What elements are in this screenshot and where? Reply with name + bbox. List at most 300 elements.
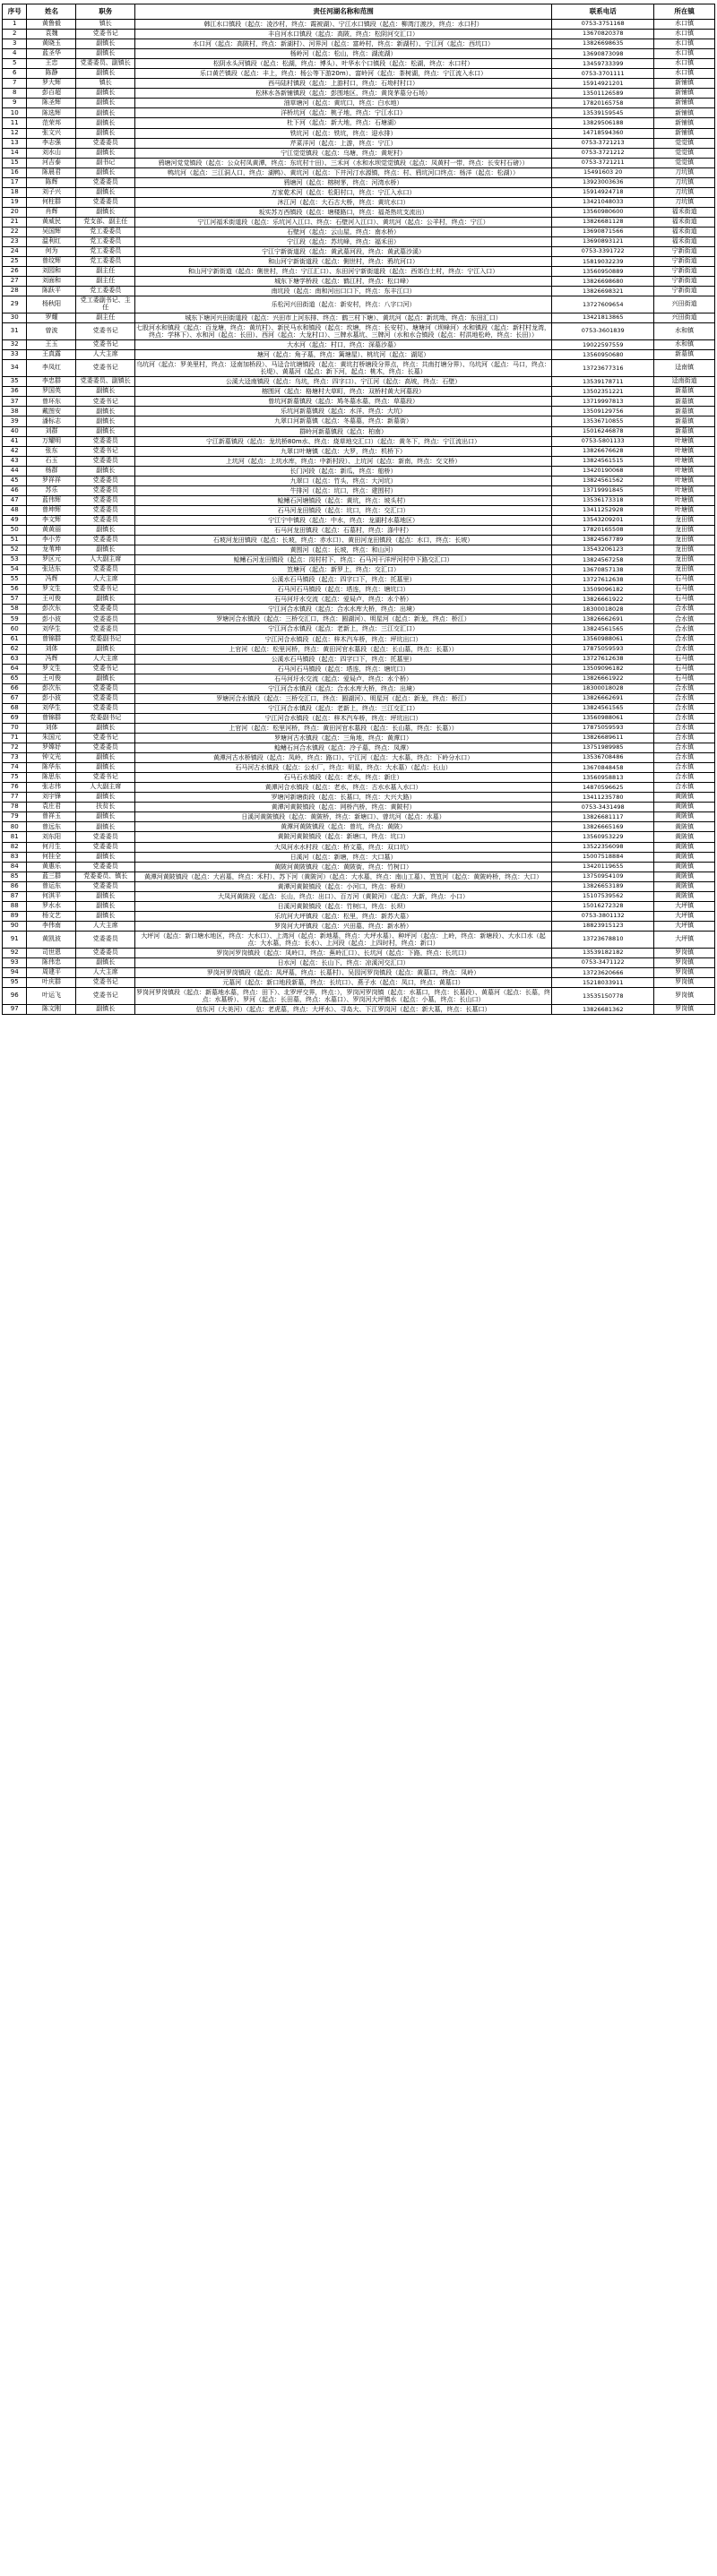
row-no: 4 [3, 49, 27, 59]
table-row [3, 39, 715, 49]
row-name: 李凤红 [27, 360, 76, 377]
row-town: 迳南街道 [654, 377, 715, 387]
row-town: 叶塘镇 [654, 505, 715, 515]
row-scope: 丰自河水口镇段（起点：高陂，终点：松阴河交汇口） [134, 30, 551, 39]
table-row [3, 911, 715, 921]
row-name: 黄鲁毅 [27, 20, 76, 30]
row-scope: 罗塘河新塘街段（起点：长墓口，终点：大兴大路） [134, 793, 551, 803]
row-name: 刘体 [27, 644, 76, 654]
row-no: 22 [3, 227, 27, 236]
row-town: 水口镇 [654, 30, 715, 39]
row-town: 合水镇 [654, 644, 715, 654]
row-post: 党委委员 [76, 842, 135, 852]
row-phone: 13536710855 [552, 416, 654, 426]
row-scope: 宁江新墓镇段（起点：龙坑桥80m水、终点：烧草地交汇口）（起点：黄冬下，终点：宁江流出口） [134, 436, 551, 446]
row-town: 龙田镇 [654, 545, 715, 555]
table-row [3, 978, 715, 988]
row-scope: 日溪河（起点：新塘，终点：大口墓） [134, 852, 551, 862]
row-phone: 13826681128 [552, 217, 654, 227]
row-town: 石马镇 [654, 674, 715, 683]
row-no: 74 [3, 763, 27, 773]
row-scope: 城东下塘学桥段（起点：鹤江村，终点：松口峰） [134, 277, 551, 287]
row-town: 罗岗镇 [654, 1005, 715, 1015]
row-scope: 宁江觉觉镇段（起点：乌塘，终点：黄坭村） [134, 148, 551, 158]
table-row [3, 20, 715, 30]
table-row [3, 832, 715, 842]
row-town: 宁新街道 [654, 257, 715, 267]
row-post: 人大主席 [76, 921, 135, 931]
row-scope: 万家乾术河（起点：松阳村口，终点：宁江入水口） [134, 187, 551, 197]
row-scope: 石马河龙田镇段（起点：坑口，终点：交汇口） [134, 505, 551, 515]
row-no: 91 [3, 931, 27, 948]
row-name: 陈伟忠 [27, 958, 76, 968]
row-phone: 13923003636 [552, 177, 654, 187]
table-row [3, 674, 715, 683]
row-scope: 杜下河（起点：新大地，终点：石塘湖） [134, 118, 551, 128]
row-phone: 13509129756 [552, 407, 654, 416]
row-scope: 石马河龙田镇段（起点：石墓村，终点：涤中村） [134, 526, 551, 536]
row-name: 罗区元 [27, 555, 76, 565]
table-row [3, 654, 715, 664]
row-post: 党委委员 [76, 703, 135, 713]
row-name: 刘体 [27, 723, 76, 733]
row-post: 副镇长 [76, 723, 135, 733]
row-scope: 罗塘河合水镇段（起点：三桥交汇口，终点：圆湖河）、明星河（起点：新龙，终点：桥江） [134, 614, 551, 624]
row-no: 20 [3, 207, 27, 217]
row-post: 副镇长 [76, 901, 135, 911]
row-post: 副镇长 [76, 674, 135, 683]
row-no: 89 [3, 911, 27, 921]
row-phone: 13670857138 [552, 565, 654, 575]
row-town: 觉觉镇 [654, 158, 715, 167]
row-post: 人大主席 [76, 575, 135, 585]
row-phone: 13539159545 [552, 108, 654, 118]
row-post: 党委委员 [76, 862, 135, 872]
row-town: 合水镇 [654, 605, 715, 614]
table-row [3, 515, 715, 525]
row-scope: 铁坑河（起点：铁坑，终点：迎水排） [134, 128, 551, 138]
row-town: 合水镇 [654, 683, 715, 693]
table-row [3, 118, 715, 128]
row-no: 7 [3, 79, 27, 89]
table-header-row [3, 4, 715, 20]
table-row [3, 138, 715, 148]
row-name: 曾坤辉 [27, 505, 76, 515]
row-no: 31 [3, 323, 27, 340]
row-phone: 13509096182 [552, 664, 654, 674]
row-town: 龙田镇 [654, 526, 715, 536]
row-scope: 水口河（起点：高陂村，终点：新湖村）、河界河（起点：富岭村，终点：新湖村）、宁江河（起点：西坑口） [134, 39, 551, 49]
row-scope: 日溪河黄陂镇段（起点：黄陂桥，终点：新塘口）、曾坑河（起点：水墓） [134, 812, 551, 822]
row-phone: 18300018028 [552, 683, 654, 693]
row-scope: 大水河（起点：村口，终点：深墓沙墓） [134, 340, 551, 350]
row-post: 党委书记 [76, 773, 135, 783]
row-name: 罗文生 [27, 664, 76, 674]
row-scope: 和山河宁新街道段（起点：側世村，终点：鸦坑河口） [134, 257, 551, 267]
table-row [3, 407, 715, 416]
row-town: 叶塘镇 [654, 456, 715, 466]
row-phone: 13509096182 [552, 585, 654, 595]
row-no: 75 [3, 773, 27, 783]
row-name: 刘华生 [27, 624, 76, 634]
row-name: 何柱群 [27, 197, 76, 207]
row-scope: 日水河（起点：长山下，终点：凉溪河交汇口） [134, 958, 551, 968]
row-town: 石马镇 [654, 654, 715, 664]
row-phone: 13750954109 [552, 872, 654, 881]
row-post: 副主任 [76, 313, 135, 322]
row-name: 万耀明 [27, 436, 76, 446]
row-phone: 19022597559 [552, 340, 654, 350]
table-row [3, 397, 715, 407]
table-row [3, 968, 715, 978]
row-no: 48 [3, 505, 27, 515]
row-phone: 13522356098 [552, 842, 654, 852]
row-post: 党委委员 [76, 485, 135, 495]
table-row [3, 99, 715, 108]
row-phone: 13826661922 [552, 595, 654, 605]
row-name: 龙苇坤 [27, 545, 76, 555]
row-name: 曾锦群 [27, 634, 76, 644]
row-no: 11 [3, 118, 27, 128]
row-scope: 松林水各新铺镇段（起点：彭围地区，终点：黄岗茅墓分石场） [134, 89, 551, 99]
row-no: 50 [3, 526, 27, 536]
row-post: 副镇长 [76, 891, 135, 901]
row-scope: 鲶鳍石河塘镇段（起点：黄坑，终点：坡头村） [134, 495, 551, 505]
table-row [3, 476, 715, 485]
row-scope: 乌坑河（起点：罗美里村，终点：迳南加桥段）、马迳合坑塘镇段（起点：黄坑打桥塘段分界点，终点：共南打塘分界）、乌坑河（起点：马口，终点：长堤）、黄墓河（起点：新下河，起点：桃木，终点：长墓） [136, 361, 551, 376]
table-row [3, 545, 715, 555]
row-scope: 石马河圩水交流（起点：爱局卢，终点：水个桥） [134, 595, 551, 605]
row-town: 黄陂镇 [654, 822, 715, 832]
row-name: 彭小波 [27, 693, 76, 703]
row-scope: 罗岗河罗岗镇段（起点：凤岭口，终点：蕉岭汇口）、长坑河（起点：下路，终点：长坑口） [134, 949, 551, 958]
row-post: 副镇长 [76, 148, 135, 158]
row-town: 罗岗镇 [654, 978, 715, 988]
row-town: 合水镇 [654, 773, 715, 783]
row-scope: 乐坑河大坪镇段（起点：松里，终点：新苏大墓） [134, 911, 551, 921]
row-scope: 宁江河合水镇段（起点：合水水库大桥，终点：出境） [134, 683, 551, 693]
table-row [3, 177, 715, 187]
row-no: 77 [3, 793, 27, 803]
row-post: 人大主席 [76, 350, 135, 360]
row-town: 黄陂镇 [654, 832, 715, 842]
table-row [3, 296, 715, 313]
row-town: 兴田街道 [654, 313, 715, 322]
table-row [3, 526, 715, 536]
row-town: 石马镇 [654, 664, 715, 674]
row-town: 石马镇 [654, 575, 715, 585]
row-name: 石玉 [27, 456, 76, 466]
row-town: 罗岗镇 [654, 949, 715, 958]
row-scope: 石坡河龙田镇段（起点：长坡，终点：赤水口）、黄田河龙田镇段（起点：水口，终点：长坡） [134, 536, 551, 545]
row-no: 67 [3, 693, 27, 703]
row-no: 42 [3, 446, 27, 456]
table-row [3, 247, 715, 257]
row-post: 副镇长 [76, 416, 135, 426]
row-scope: 上坑河（起点：上坑水库，终点：中新村段）、上坑河（起点：新南，终点：交文桥） [134, 456, 551, 466]
row-phone: 15016272328 [552, 901, 654, 911]
row-phone: 13723678810 [552, 931, 654, 948]
row-town: 宁新街道 [654, 287, 715, 296]
row-scope: 松阴水头河镇段（起点：松湖，终点：博头）、叶华水个口镇段（起点：松湖，终点：水口村） [134, 59, 551, 69]
row-town: 合水镇 [654, 713, 715, 723]
row-phone: 13826676628 [552, 446, 654, 456]
row-scope: 公溪水石马镇段（起点：四字口下，终点：托墓里） [134, 575, 551, 585]
row-name: 罗国英 [27, 387, 76, 397]
table-row [3, 872, 715, 881]
row-post: 副镇长 [76, 207, 135, 217]
row-scope: 宁江河福禾街道段（起点：乐坑河入江口、终点：石壁河入江口）、黄坑河（起点：公羊村，终点：宁江） [134, 217, 551, 227]
row-no: 73 [3, 753, 27, 763]
table-row [3, 416, 715, 426]
row-scope: 石马石水镇段（起点：老水，终点：新庄） [134, 773, 551, 783]
row-scope: 公溪水石马镇段（起点：四字口下，终点：托墓里） [134, 654, 551, 664]
row-name: 王玉 [27, 340, 76, 350]
table-row [3, 595, 715, 605]
row-no: 5 [3, 59, 27, 69]
row-no: 64 [3, 664, 27, 674]
row-name: 王真露 [27, 350, 76, 360]
row-phone: 13421048033 [552, 197, 654, 207]
row-scope: 牛排河（起点：坑口，终点：建围村） [134, 485, 551, 495]
row-town: 福禾街道 [654, 227, 715, 236]
row-no: 76 [3, 783, 27, 793]
table-row [3, 862, 715, 872]
table-row [3, 605, 715, 614]
table-row [3, 624, 715, 634]
row-post: 党工委委员 [76, 237, 135, 247]
row-phone: 13727609654 [552, 296, 654, 313]
row-name: 陈文刚 [27, 1005, 76, 1015]
row-post: 党委委员 [76, 476, 135, 485]
row-phone: 13421813865 [552, 313, 654, 322]
row-phone: 13824561562 [552, 476, 654, 485]
row-scope: 南坑段（起点：南和河出口口下，终点：东丰江口） [134, 287, 551, 296]
row-town: 水口镇 [654, 59, 715, 69]
row-name: 曾环东 [27, 397, 76, 407]
table-row [3, 350, 715, 360]
row-scope: 宁江河合水镇段（起点：梓木汽车桥，终点：坪坑出口） [134, 713, 551, 723]
table-row [3, 555, 715, 565]
row-town: 新铺镇 [654, 99, 715, 108]
row-no: 23 [3, 237, 27, 247]
row-scope: 上官河（起点：松里河桥，终点：黄田河官水墓段（起点：长山墓，终点：长墓）） [134, 723, 551, 733]
row-phone: 15491603 20 [552, 167, 654, 177]
row-post: 党委委员 [76, 197, 135, 207]
row-no: 86 [3, 881, 27, 891]
row-post: 副镇长 [76, 167, 135, 177]
row-scope: 榕围河（起点：格塘村大草町，终点：双桥村黄大河墓段） [134, 387, 551, 397]
row-name: 罗嫦妤 [27, 743, 76, 753]
row-town: 宁新街道 [654, 247, 715, 257]
row-post: 党委书记 [76, 30, 135, 39]
table-row [3, 753, 715, 763]
row-post: 党委书记 [76, 323, 135, 340]
row-name: 曾祥玉 [27, 812, 76, 822]
row-scope: 日溪河黄陂镇段（起点：竹树口，终点：长坝） [134, 901, 551, 911]
row-scope: 九翠口（起点：竹头，终点：大河坑） [134, 476, 551, 485]
row-name: 张达东 [27, 565, 76, 575]
row-name: 李伟南 [27, 921, 76, 931]
row-name: 曾波 [27, 323, 76, 340]
row-post: 党委委员 [76, 683, 135, 693]
row-scope: 上官河（起点：松里河桥，终点：黄田河官水墓段（起点：长山墓，终点：长墓）） [134, 644, 551, 654]
table-row [3, 59, 715, 69]
row-name: 温利红 [27, 237, 76, 247]
row-phone: 17820165508 [552, 526, 654, 536]
table-row [3, 575, 715, 585]
row-town: 黄陂镇 [654, 862, 715, 872]
row-name: 彭次东 [27, 683, 76, 693]
row-no: 33 [3, 350, 27, 360]
row-post: 副镇长 [76, 911, 135, 921]
row-no: 3 [3, 39, 27, 49]
row-post: 党委书记 [76, 397, 135, 407]
table-row [3, 340, 715, 350]
row-post: 党工委委员 [76, 287, 135, 296]
row-town: 合水镇 [654, 743, 715, 753]
row-name: 王忠 [27, 59, 76, 69]
row-town: 合水镇 [654, 733, 715, 743]
row-scope: 黄潭河古水桥镇段（起点：凤岭，终点：路口）、宁江河（起点：大水墓，终点：下岭分水口） [134, 753, 551, 763]
row-phone: 13824567258 [552, 555, 654, 565]
row-name: 何为 [27, 247, 76, 257]
row-name: 陈思东 [27, 773, 76, 783]
table-row [3, 89, 715, 99]
row-no: 32 [3, 340, 27, 350]
row-scope: 和山河宁新街道（起点：側世村，终点：宁江汇口）、东田河宁新街道段（起点：西郊白土村，终点：宁江入口） [134, 267, 551, 277]
row-name: 钟文光 [27, 753, 76, 763]
row-post: 党工委委员 [76, 247, 135, 257]
row-post: 副镇长 [76, 69, 135, 79]
table-row [3, 565, 715, 575]
table-row [3, 723, 715, 733]
row-town: 水口镇 [654, 20, 715, 30]
row-phone: 0753-5801133 [552, 436, 654, 446]
row-town: 兴田街道 [654, 296, 715, 313]
table-row [3, 949, 715, 958]
row-post: 党委委员 [76, 614, 135, 624]
row-no: 17 [3, 177, 27, 187]
table-row [3, 693, 715, 703]
table-row [3, 803, 715, 812]
row-phone: 13826689611 [552, 733, 654, 743]
row-no: 70 [3, 723, 27, 733]
row-town: 黄陂镇 [654, 881, 715, 891]
row-town: 水和镇 [654, 340, 715, 350]
row-no: 13 [3, 138, 27, 148]
row-post: 党委书记 [76, 664, 135, 674]
row-name: 黄凯波 [27, 931, 76, 948]
row-name: 蓝三群 [27, 872, 76, 881]
row-phone: 18823915123 [552, 921, 654, 931]
row-town: 叶塘镇 [654, 485, 715, 495]
row-no: 40 [3, 426, 27, 436]
row-name: 何淇平 [27, 891, 76, 901]
row-no: 26 [3, 267, 27, 277]
row-no: 46 [3, 485, 27, 495]
row-scope: 塘河（起点：角子墓，终点：篱塘屋）、桃坑河（起点：湖尾） [134, 350, 551, 360]
row-scope: 黄潭河黄陂镇段（起点：曾坑，终点：黄陂） [134, 822, 551, 832]
row-no: 8 [3, 89, 27, 99]
row-town: 龙田镇 [654, 565, 715, 575]
row-post: 党委委员、副镇长 [76, 59, 135, 69]
row-no: 71 [3, 733, 27, 743]
row-phone: 13826698635 [552, 39, 654, 49]
row-phone: 13826662691 [552, 693, 654, 703]
row-name: 吴国辉 [27, 227, 76, 236]
row-phone: 13560988061 [552, 634, 654, 644]
header-town: 所在镇 [654, 4, 715, 20]
row-no: 45 [3, 476, 27, 485]
row-name: 冯辉 [27, 575, 76, 585]
row-town: 新铺镇 [654, 118, 715, 128]
table-row [3, 49, 715, 59]
row-post: 党委委员 [76, 505, 135, 515]
table-row [3, 277, 715, 287]
row-scope: 石马河石马镇段（起点：塔连，终点：塘坑口） [134, 585, 551, 595]
row-town: 罗岗镇 [654, 958, 715, 968]
row-post: 副镇长 [76, 89, 135, 99]
table-row [3, 456, 715, 466]
row-scope: 乐口黄芒镇段（起点：丰上，终点：杨公等下游20m）、富岭河（起点：茶树湖，终点：宁江流入水口） [134, 69, 551, 79]
row-no: 78 [3, 803, 27, 812]
row-name: 刘群 [27, 426, 76, 436]
row-post: 副镇长 [76, 822, 135, 832]
row-post: 党委委员 [76, 436, 135, 446]
table-row [3, 891, 715, 901]
table-row [3, 227, 715, 236]
row-post: 副镇长 [76, 753, 135, 763]
row-scope: 大坪河（起点：新口塘水地区，终点：大水口）、上湾河（起点：新地墓，终点：大坪水墓）、种坪河（起点：上岭，终点：新塘段）、大水口水（起点：大水墓，终点：长水）、上河段（起点：上四时村，终点：新口） [134, 931, 551, 948]
row-town: 水口镇 [654, 69, 715, 79]
row-phone: 17875059593 [552, 644, 654, 654]
row-name: 肖辉 [27, 207, 76, 217]
row-name: 陈静 [27, 69, 76, 79]
table-row [3, 128, 715, 138]
row-name: 刘宇锋 [27, 793, 76, 803]
row-phone: 13539182182 [552, 949, 654, 958]
row-name: 蓝圣华 [27, 49, 76, 59]
row-name: 杨群 [27, 466, 76, 476]
row-town: 合水镇 [654, 783, 715, 793]
table-row [3, 958, 715, 968]
table-row [3, 931, 715, 948]
row-post: 党委书记 [76, 360, 135, 377]
row-town: 新铺镇 [654, 79, 715, 89]
row-phone: 0753-3721213 [552, 138, 654, 148]
table-row [3, 387, 715, 397]
row-no: 39 [3, 416, 27, 426]
row-no: 90 [3, 921, 27, 931]
row-town: 叶塘镇 [654, 495, 715, 505]
row-no: 63 [3, 654, 27, 664]
table-row [3, 495, 715, 505]
row-no: 10 [3, 108, 27, 118]
row-phone: 13536173318 [552, 495, 654, 505]
row-name: 刘子兴 [27, 187, 76, 197]
row-no: 36 [3, 387, 27, 397]
header-post: 职务 [76, 4, 135, 20]
row-phone: 13719997813 [552, 397, 654, 407]
row-name: 王可俊 [27, 595, 76, 605]
row-name: 刘面和 [27, 277, 76, 287]
table-row [3, 287, 715, 296]
row-no: 84 [3, 862, 27, 872]
row-phone: 13411252928 [552, 505, 654, 515]
row-phone: 13824561515 [552, 456, 654, 466]
row-no: 60 [3, 624, 27, 634]
